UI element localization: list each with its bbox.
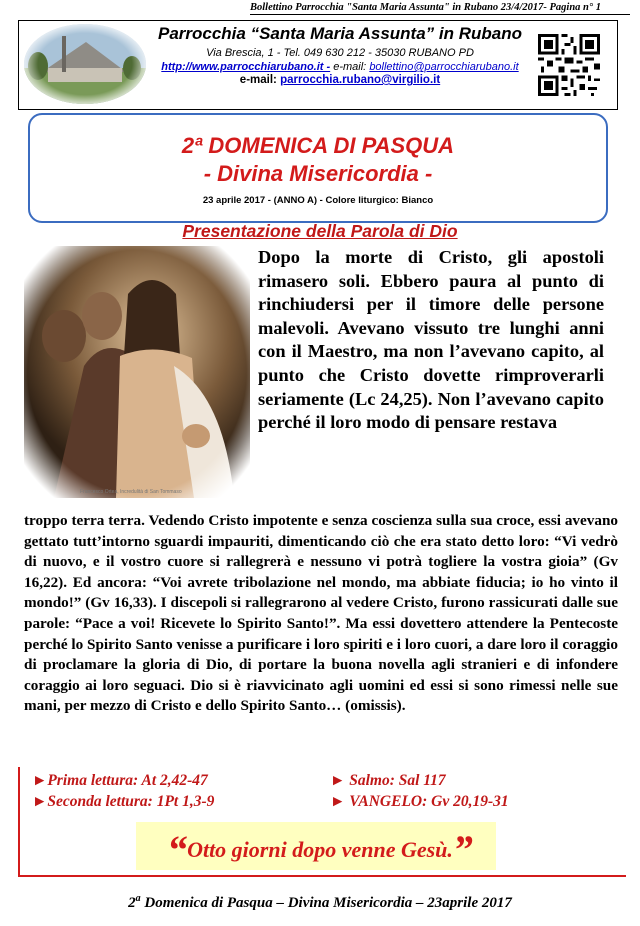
page-footer <box>60 893 580 912</box>
painting-caption: Francesco Ortea, Incredulità di San Tommaso <box>80 489 182 495</box>
email-link-parish[interactable]: parrocchia.rubano@virgilio.it <box>280 74 441 86</box>
date-liturgical-color: 23 aprile 2017 - (ANNO A) - Colore liturgico: Bianco <box>202 195 434 206</box>
email2-label: e-mail: <box>239 74 277 86</box>
title-subheading: - Divina Misericordia - <box>203 161 433 186</box>
gospel-quote <box>110 826 530 873</box>
close-quote-mark: ” <box>452 827 473 872</box>
email-link-bulletin[interactable]: bollettino@parrocchiarubano.it <box>369 61 519 73</box>
second-reading: ►Seconda lettura: 1Pt 1,3-9 <box>32 793 215 810</box>
open-quote-mark: “ <box>167 827 188 872</box>
body-paragraph: troppo terra terra. Vedendo Cristo impotente e senza coscienza sulla sua croce, essi avevano gettato tutt’intorno sguardi impauriti, dimenticando ciò che era stato detto loro: “Vi vedrò di nuovo, e il vostro cuore si rallegrerà e nessuno vi potrà togliere la vostra gioia” (Gv 16,22). Ed ancora: “Voi avrete tribolazione nel mondo, ma abbiate fiducia; io ho vinto il mondo!” (Gv 16,33). I discepoli si rallegrarono al vedere Cristo, furono rassicurati dalle sue parole: “Pace a voi! Ricevete lo Spirito Santo!”. Ma essi dovettero attendere la Pentecoste perché lo Spirito Santo venisse a purificare i loro spiriti e i loro cuori, a dare loro il coraggio di proclamare la gloria di Dio, di portare la buona novella agli stranieri e di infondere coraggio ai loro seguaci. Dio si è riavvicinato agli uomini ed essi si sono rimessi nelle sue mani, per mezzo di Cristo e dello Spirito Santo… (omissis). <box>24 512 618 715</box>
contact-email-line <box>150 74 530 86</box>
section-title: Presentazione della Parola di Dio <box>182 221 458 241</box>
header-info <box>150 24 530 86</box>
intro-paragraph: Dopo la morte di Cristo, gli apostoli rimasero soli. Ebbero paura al punto di rinchiudersi per il timore delle persone malevoli. Avevano vissuto tre lunghi anni con il Maestro, ma non l’avevano capito, al punto che Cristo dovette rimproverarli seriamente (Lc 24,25). Non l’avevano capito perché il loro modo di pensare restava <box>258 247 604 433</box>
footer-number: 2 <box>128 895 136 911</box>
qr-code-icon <box>538 34 600 96</box>
parish-name: Parrocchia “Santa Maria Assunta” in Rubano <box>157 24 522 43</box>
footer-ordinal: a <box>135 893 141 904</box>
first-reading: ►Prima lettura: At 2,42-47 <box>32 772 208 789</box>
contact-links <box>150 61 530 73</box>
psalm: ► Salmo: Sal 117 <box>330 772 446 789</box>
email-label: e-mail: <box>333 61 367 73</box>
website-link[interactable]: http://www.parrocchiarubano.it - <box>161 61 331 73</box>
gospel: ► VANGELO: Gv 20,19-31 <box>330 793 509 810</box>
parish-address: Via Brescia, 1 - Tel. 049 630 212 - 35030 RUBANO PD <box>206 47 474 59</box>
bulletin-page-line: Bollettino Parrocchia "Santa Maria Assunta" in Rubano 23/4/2017- Pagina n° 1 <box>250 2 630 15</box>
main-title: 2ª DOMENICA DI PASQUA <box>181 133 455 158</box>
quote-text: Otto giorni dopo venne Gesù. <box>187 837 453 862</box>
painting-image <box>24 246 250 498</box>
church-photo <box>24 24 146 104</box>
footer-text: Domenica di Pasqua – Divina Misericordia – 23aprile 2017 <box>140 895 512 911</box>
